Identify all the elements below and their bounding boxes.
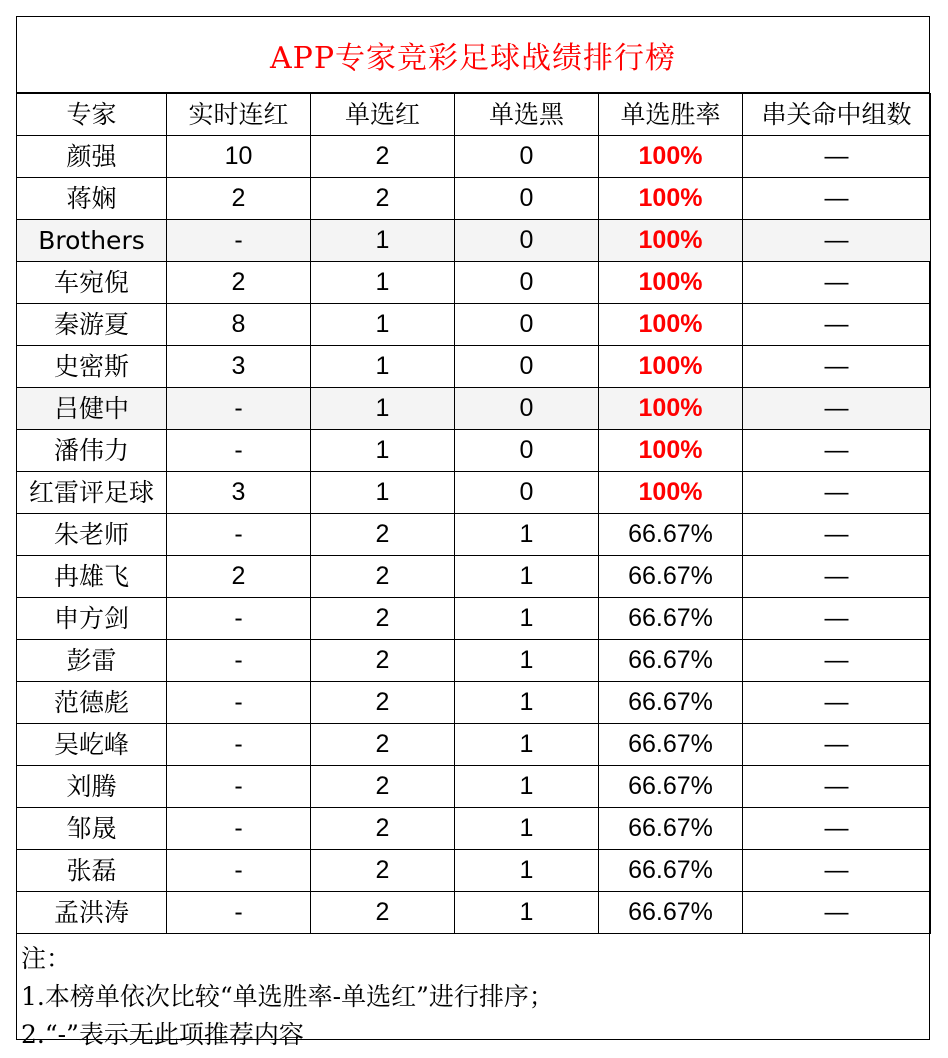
single-red-cell: 2	[311, 598, 455, 640]
single-black-cell: 0	[455, 262, 599, 304]
streak-cell: 2	[167, 556, 311, 598]
expert-name-cell: 秦游夏	[17, 304, 167, 346]
column-header-win-rate: 单选胜率	[599, 94, 743, 136]
combo-hits-cell: —	[743, 178, 931, 220]
win-rate-cell: 66.67%	[599, 640, 743, 682]
streak-cell: -	[167, 598, 311, 640]
combo-hits-cell: —	[743, 850, 931, 892]
single-black-cell: 1	[455, 850, 599, 892]
single-red-cell: 2	[311, 682, 455, 724]
combo-hits-cell: —	[743, 220, 931, 262]
page-title: APP专家竞彩足球战绩排行榜	[17, 17, 929, 93]
expert-name-cell: 蒋娴	[17, 178, 167, 220]
combo-hits-cell: —	[743, 430, 931, 472]
single-black-cell: 0	[455, 388, 599, 430]
combo-hits-cell: —	[743, 262, 931, 304]
single-black-cell: 0	[455, 346, 599, 388]
table-row	[17, 136, 931, 178]
win-rate-cell: 100%	[599, 304, 743, 346]
single-red-cell: 2	[311, 640, 455, 682]
table-row	[17, 388, 931, 430]
expert-name-cell: 冉雄飞	[17, 556, 167, 598]
streak-cell: -	[167, 430, 311, 472]
table-row	[17, 724, 931, 766]
combo-hits-cell: —	[743, 304, 931, 346]
combo-hits-cell: —	[743, 514, 931, 556]
single-black-cell: 1	[455, 682, 599, 724]
single-black-cell: 1	[455, 808, 599, 850]
expert-name-cell: 邹晟	[17, 808, 167, 850]
table-row	[17, 850, 931, 892]
win-rate-cell: 100%	[599, 346, 743, 388]
single-black-cell: 1	[455, 892, 599, 934]
expert-name-cell: 车宛倪	[17, 262, 167, 304]
expert-name-cell: 申方剑	[17, 598, 167, 640]
streak-cell: 10	[167, 136, 311, 178]
column-header-streak: 实时连红	[167, 94, 311, 136]
win-rate-cell: 66.67%	[599, 766, 743, 808]
win-rate-cell: 100%	[599, 220, 743, 262]
combo-hits-cell: —	[743, 640, 931, 682]
column-header-single-red: 单选红	[311, 94, 455, 136]
table-row	[17, 220, 931, 262]
win-rate-cell: 100%	[599, 136, 743, 178]
single-red-cell: 1	[311, 472, 455, 514]
table-row	[17, 304, 931, 346]
expert-name-cell: 范德彪	[17, 682, 167, 724]
streak-cell: 3	[167, 346, 311, 388]
table-row	[17, 430, 931, 472]
expert-name-cell: 红雷评足球	[17, 472, 167, 514]
win-rate-cell: 100%	[599, 472, 743, 514]
streak-cell: 8	[167, 304, 311, 346]
win-rate-cell: 66.67%	[599, 808, 743, 850]
table-row	[17, 640, 931, 682]
single-black-cell: 1	[455, 556, 599, 598]
single-black-cell: 1	[455, 766, 599, 808]
column-header-expert: 专家	[17, 94, 167, 136]
win-rate-cell: 66.67%	[599, 556, 743, 598]
single-red-cell: 1	[311, 220, 455, 262]
expert-name-cell: 史密斯	[17, 346, 167, 388]
single-red-cell: 2	[311, 850, 455, 892]
single-red-cell: 2	[311, 556, 455, 598]
single-black-cell: 1	[455, 640, 599, 682]
streak-cell: 3	[167, 472, 311, 514]
expert-name-cell: 朱老师	[17, 514, 167, 556]
single-red-cell: 1	[311, 388, 455, 430]
column-header-combo-hits: 串关命中组数	[743, 94, 931, 136]
note-line-1: 1.本榜单依次比较“单选胜率-单选红”进行排序；	[21, 982, 554, 1011]
table-row	[17, 262, 931, 304]
single-black-cell: 1	[455, 598, 599, 640]
streak-cell: -	[167, 220, 311, 262]
win-rate-cell: 66.67%	[599, 598, 743, 640]
win-rate-cell: 100%	[599, 388, 743, 430]
combo-hits-cell: —	[743, 346, 931, 388]
win-rate-cell: 66.67%	[599, 850, 743, 892]
table-row	[17, 682, 931, 724]
single-red-cell: 1	[311, 346, 455, 388]
win-rate-cell: 66.67%	[599, 892, 743, 934]
combo-hits-cell: —	[743, 724, 931, 766]
streak-cell: -	[167, 514, 311, 556]
table-row	[17, 514, 931, 556]
combo-hits-cell: —	[743, 766, 931, 808]
column-header-single-black: 单选黑	[455, 94, 599, 136]
expert-name-cell: 孟洪涛	[17, 892, 167, 934]
table-row	[17, 598, 931, 640]
single-red-cell: 1	[311, 430, 455, 472]
table-row	[17, 766, 931, 808]
note-line-2: 2.“-”表示无此项推荐内容	[21, 1020, 304, 1049]
win-rate-cell: 100%	[599, 430, 743, 472]
streak-cell: -	[167, 640, 311, 682]
table-row	[17, 346, 931, 388]
table-row	[17, 808, 931, 850]
streak-cell: -	[167, 724, 311, 766]
single-black-cell: 0	[455, 472, 599, 514]
table-row	[17, 178, 931, 220]
combo-hits-cell: —	[743, 682, 931, 724]
combo-hits-cell: —	[743, 556, 931, 598]
table-row	[17, 472, 931, 514]
streak-cell: -	[167, 850, 311, 892]
single-red-cell: 1	[311, 304, 455, 346]
streak-cell: -	[167, 388, 311, 430]
notes-heading: 注：	[21, 944, 72, 973]
expert-name-cell: 张磊	[17, 850, 167, 892]
streak-cell: -	[167, 892, 311, 934]
table-row	[17, 892, 931, 934]
single-red-cell: 2	[311, 892, 455, 934]
expert-name-cell: 吴屹峰	[17, 724, 167, 766]
win-rate-cell: 66.67%	[599, 682, 743, 724]
combo-hits-cell: —	[743, 598, 931, 640]
single-black-cell: 1	[455, 514, 599, 556]
combo-hits-cell: —	[743, 808, 931, 850]
expert-name-cell: 刘腾	[17, 766, 167, 808]
combo-hits-cell: —	[743, 892, 931, 934]
streak-cell: -	[167, 682, 311, 724]
single-red-cell: 2	[311, 766, 455, 808]
expert-name-cell: 潘伟力	[17, 430, 167, 472]
win-rate-cell: 100%	[599, 262, 743, 304]
single-black-cell: 0	[455, 178, 599, 220]
single-black-cell: 0	[455, 430, 599, 472]
streak-cell: -	[167, 766, 311, 808]
table-header-row	[17, 94, 931, 136]
single-red-cell: 2	[311, 514, 455, 556]
table-row	[17, 556, 931, 598]
win-rate-cell: 66.67%	[599, 514, 743, 556]
win-rate-cell: 100%	[599, 178, 743, 220]
single-red-cell: 1	[311, 262, 455, 304]
expert-name-cell: Brothers	[17, 220, 167, 262]
streak-cell: -	[167, 808, 311, 850]
combo-hits-cell: —	[743, 388, 931, 430]
expert-name-cell: 吕健中	[17, 388, 167, 430]
expert-name-cell: 颜强	[17, 136, 167, 178]
single-red-cell: 2	[311, 808, 455, 850]
combo-hits-cell: —	[743, 136, 931, 178]
win-rate-cell: 66.67%	[599, 724, 743, 766]
expert-name-cell: 彭雷	[17, 640, 167, 682]
combo-hits-cell: —	[743, 472, 931, 514]
leaderboard-frame	[16, 16, 930, 1049]
leaderboard-table	[16, 93, 931, 934]
streak-cell: 2	[167, 178, 311, 220]
single-black-cell: 0	[455, 136, 599, 178]
single-black-cell: 0	[455, 220, 599, 262]
single-black-cell: 1	[455, 724, 599, 766]
single-red-cell: 2	[311, 724, 455, 766]
single-black-cell: 0	[455, 304, 599, 346]
streak-cell: 2	[167, 262, 311, 304]
single-red-cell: 2	[311, 178, 455, 220]
notes	[17, 934, 929, 1054]
single-red-cell: 2	[311, 136, 455, 178]
